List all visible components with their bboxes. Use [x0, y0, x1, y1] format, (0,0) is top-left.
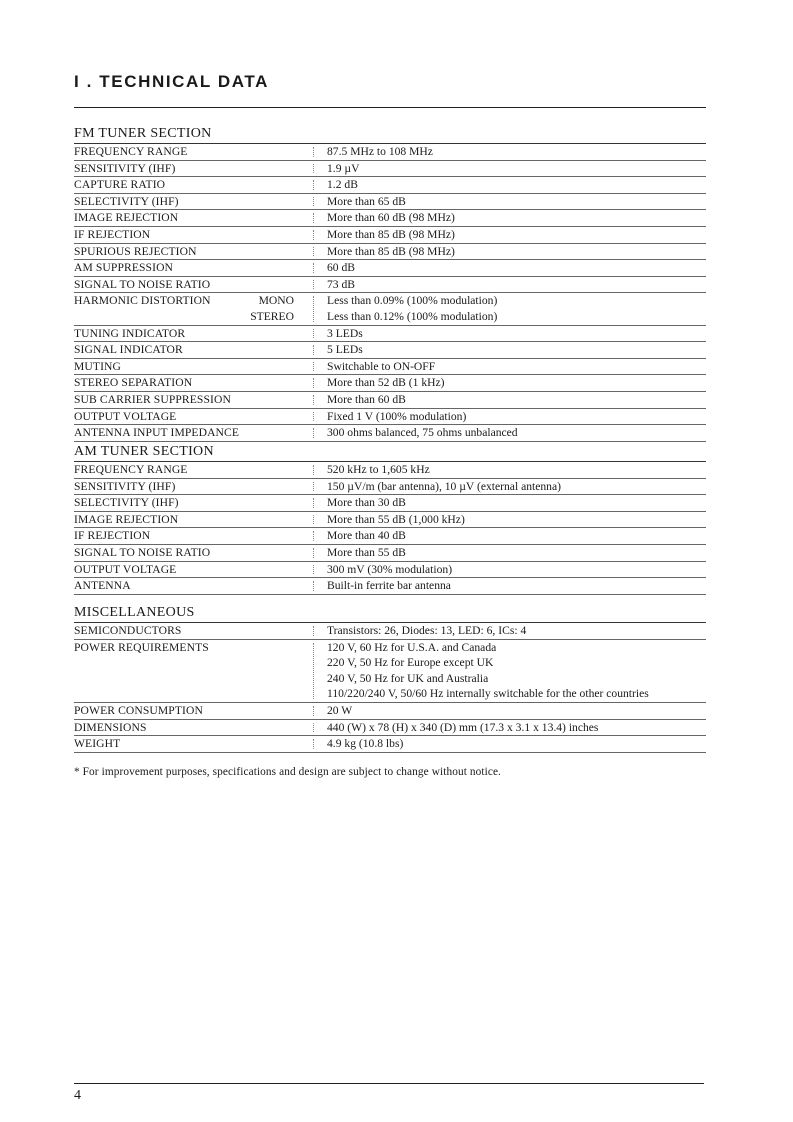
spec-label: SENSITIVITY (IHF) [74, 479, 176, 493]
spec-row [74, 703, 706, 720]
column-divider [313, 180, 314, 190]
spec-row [74, 227, 706, 244]
spec-value-line: 87.5 MHz to 108 MHz [327, 145, 433, 158]
spec-label: IMAGE REJECTION [74, 211, 179, 225]
spec-label: SELECTIVITY (IHF) [74, 194, 179, 208]
spec-value [327, 375, 706, 391]
spec-label: SELECTIVITY (IHF) [74, 496, 179, 510]
spec-value [327, 359, 706, 375]
spec-label: ANTENNA [74, 579, 131, 593]
spec-value [327, 495, 706, 511]
spec-value [327, 512, 706, 528]
spec-value [327, 528, 706, 544]
spec-value-line: Less than 0.09% (100% modulation) [327, 294, 498, 308]
spec-row [74, 210, 706, 227]
spec-value-line: 520 kHz to 1,605 kHz [327, 463, 430, 476]
spec-value-line: More than 85 dB (98 MHz) [327, 244, 455, 258]
spec-value [327, 227, 706, 243]
spec-value [327, 260, 706, 276]
spec-value-line: 4.9 kg (10.8 lbs) [327, 737, 404, 751]
spec-value-line: More than 52 dB (1 kHz) [327, 376, 445, 390]
spec-row [74, 479, 706, 496]
spec-value-line: 3 LEDs [327, 326, 363, 340]
spec-value-line: 60 dB [327, 261, 356, 275]
spec-value-line: Fixed 1 V (100% modulation) [327, 409, 467, 423]
spec-value-line: More than 60 dB [327, 392, 406, 406]
spec-value-line: Less than 0.12% (100% modulation) [327, 309, 498, 323]
column-divider [313, 263, 314, 273]
spec-label: FREQUENCY RANGE [74, 463, 188, 476]
column-divider [313, 197, 314, 207]
spec-label: WEIGHT [74, 737, 121, 751]
spec-label: TUNING INDICATOR [74, 326, 186, 340]
spec-label: HARMONIC DISTORTION [74, 294, 211, 308]
spec-row [74, 277, 706, 294]
column-divider [313, 739, 314, 749]
spec-value [327, 425, 706, 441]
column-divider [313, 345, 314, 355]
spec-row [74, 326, 706, 343]
column-divider [313, 164, 314, 174]
page-title: I . TECHNICAL DATA [74, 72, 270, 91]
spec-label: POWER CONSUMPTION [74, 703, 203, 717]
column-divider [313, 378, 314, 388]
spec-row [74, 462, 706, 479]
spec-row [74, 342, 706, 359]
spec-value-line: 1.9 µV [327, 161, 360, 175]
spec-row [74, 359, 706, 376]
spec-value [327, 194, 706, 210]
spec-label: IF REJECTION [74, 529, 151, 543]
spec-value-line: 20 W [327, 703, 353, 717]
spec-label: SEMICONDUCTORS [74, 624, 182, 637]
spec-value [327, 392, 706, 408]
column-divider [313, 643, 314, 699]
column-divider [313, 626, 314, 636]
column-divider [313, 280, 314, 290]
column-divider [313, 706, 314, 716]
column-divider [313, 723, 314, 733]
footnote: * For improvement purposes, specifications and design are subject to change without notice. [74, 766, 501, 778]
spec-row [74, 425, 706, 442]
spec-row [74, 392, 706, 409]
spec-row [74, 144, 706, 161]
spec-value [327, 640, 706, 702]
spec-value [327, 210, 706, 226]
spec-value [327, 562, 706, 578]
spec-row [74, 623, 706, 640]
spec-row [74, 640, 706, 703]
fm-tuner-section [74, 125, 706, 442]
spec-row [74, 720, 706, 737]
spec-value [327, 703, 706, 719]
spec-value-line: 120 V, 60 Hz for U.S.A. and Canada [327, 640, 497, 654]
spec-row [74, 528, 706, 545]
spec-value [327, 326, 706, 342]
spec-label: IMAGE REJECTION [74, 512, 179, 526]
miscellaneous-section [74, 604, 706, 753]
column-divider [313, 531, 314, 541]
column-divider [313, 482, 314, 492]
spec-value [327, 144, 706, 160]
footer-rule [74, 1083, 704, 1084]
spec-label: SIGNAL INDICATOR [74, 343, 183, 357]
spec-row [74, 495, 706, 512]
spec-row [74, 161, 706, 178]
spec-value-line: 300 mV (30% modulation) [327, 562, 453, 576]
am-tuner-section [74, 443, 706, 595]
spec-value-line: More than 40 dB [327, 529, 406, 543]
spec-value [327, 720, 706, 736]
column-divider [313, 548, 314, 558]
column-divider [313, 230, 314, 240]
spec-label: POWER REQUIREMENTS [74, 640, 209, 654]
spec-row [74, 293, 706, 325]
column-divider [313, 412, 314, 422]
column-divider [313, 428, 314, 438]
spec-label: CAPTURE RATIO [74, 178, 166, 192]
column-divider [313, 213, 314, 223]
column-divider [313, 465, 314, 475]
spec-label: SPURIOUS REJECTION [74, 244, 197, 258]
spec-value-line: Built-in ferrite bar antenna [327, 579, 451, 593]
spec-value [327, 578, 706, 594]
column-divider [313, 247, 314, 257]
section-title: AM TUNER SECTION [74, 444, 214, 459]
column-divider [313, 329, 314, 339]
spec-value [327, 736, 706, 752]
section-title: FM TUNER SECTION [74, 126, 212, 141]
spec-label: ANTENNA INPUT IMPEDANCE [74, 426, 240, 440]
column-divider [313, 147, 314, 157]
title-rule [74, 107, 706, 108]
spec-row [74, 545, 706, 562]
spec-row [74, 177, 706, 194]
spec-row [74, 194, 706, 211]
spec-label: DIMENSIONS [74, 720, 147, 734]
spec-value [327, 623, 706, 639]
spec-row [74, 260, 706, 277]
spec-row [74, 409, 706, 426]
spec-label: OUTPUT VOLTAGE [74, 409, 177, 423]
page-number: 4 [74, 1088, 81, 1103]
spec-row [74, 736, 706, 753]
column-divider [313, 498, 314, 508]
spec-value [327, 277, 706, 293]
spec-value [327, 177, 706, 193]
spec-row [74, 244, 706, 261]
spec-value-line: Transistors: 26, Diodes: 13, LED: 6, ICs: 4 [327, 624, 527, 637]
column-divider [313, 565, 314, 575]
spec-value [327, 342, 706, 358]
column-divider [313, 395, 314, 405]
spec-value-line: More than 65 dB [327, 194, 406, 208]
spec-row [74, 562, 706, 579]
spec-label: SUB CARRIER SUPPRESSION [74, 392, 231, 406]
spec-value [327, 293, 706, 324]
spec-sublabel: MONO [258, 294, 294, 308]
spec-value-line: 110/220/240 V, 50/60 Hz internally switchable for the other countries [327, 687, 649, 701]
spec-label: FREQUENCY RANGE [74, 145, 188, 158]
spec-label: STEREO SEPARATION [74, 376, 193, 390]
spec-label: SIGNAL TO NOISE RATIO [74, 277, 211, 291]
spec-label: OUTPUT VOLTAGE [74, 562, 177, 576]
spec-value-line: 440 (W) x 78 (H) x 340 (D) mm (17.3 x 3.1 x 13.4) inches [327, 720, 599, 734]
spec-row [74, 512, 706, 529]
spec-row [74, 578, 706, 595]
spec-value-line: More than 55 dB (1,000 kHz) [327, 512, 465, 526]
spec-value-line: 73 dB [327, 277, 356, 291]
spec-sublabel: STEREO [250, 309, 294, 323]
spec-label: IF REJECTION [74, 227, 151, 241]
spec-value-line: 300 ohms balanced, 75 ohms unbalanced [327, 426, 518, 440]
spec-value-line: 220 V, 50 Hz for Europe except UK [327, 656, 494, 670]
column-divider [313, 581, 314, 591]
section-title: MISCELLANEOUS [74, 605, 195, 620]
spec-value-line: More than 55 dB [327, 545, 406, 559]
spec-value-line: 240 V, 50 Hz for UK and Australia [327, 671, 489, 685]
spec-label: MUTING [74, 359, 121, 373]
spec-value [327, 545, 706, 561]
spec-label: AM SUPPRESSION [74, 261, 174, 275]
spec-value-line: 5 LEDs [327, 343, 363, 357]
spec-value-line: More than 30 dB [327, 496, 406, 510]
spec-value-line: More than 60 dB (98 MHz) [327, 211, 455, 225]
column-divider [313, 362, 314, 372]
spec-value [327, 409, 706, 425]
column-divider [313, 515, 314, 525]
spec-value [327, 462, 706, 478]
spec-value-line: 1.2 dB [327, 178, 358, 192]
spec-value [327, 479, 706, 495]
spec-value-line: 150 µV/m (bar antenna), 10 µV (external antenna) [327, 479, 561, 493]
spec-value [327, 161, 706, 177]
spec-value [327, 244, 706, 260]
spec-label: SIGNAL TO NOISE RATIO [74, 545, 211, 559]
column-divider [313, 296, 314, 321]
spec-label: SENSITIVITY (IHF) [74, 161, 176, 175]
spec-value-line: Switchable to ON-OFF [327, 359, 436, 373]
spec-row [74, 375, 706, 392]
spec-value-line: More than 85 dB (98 MHz) [327, 227, 455, 241]
